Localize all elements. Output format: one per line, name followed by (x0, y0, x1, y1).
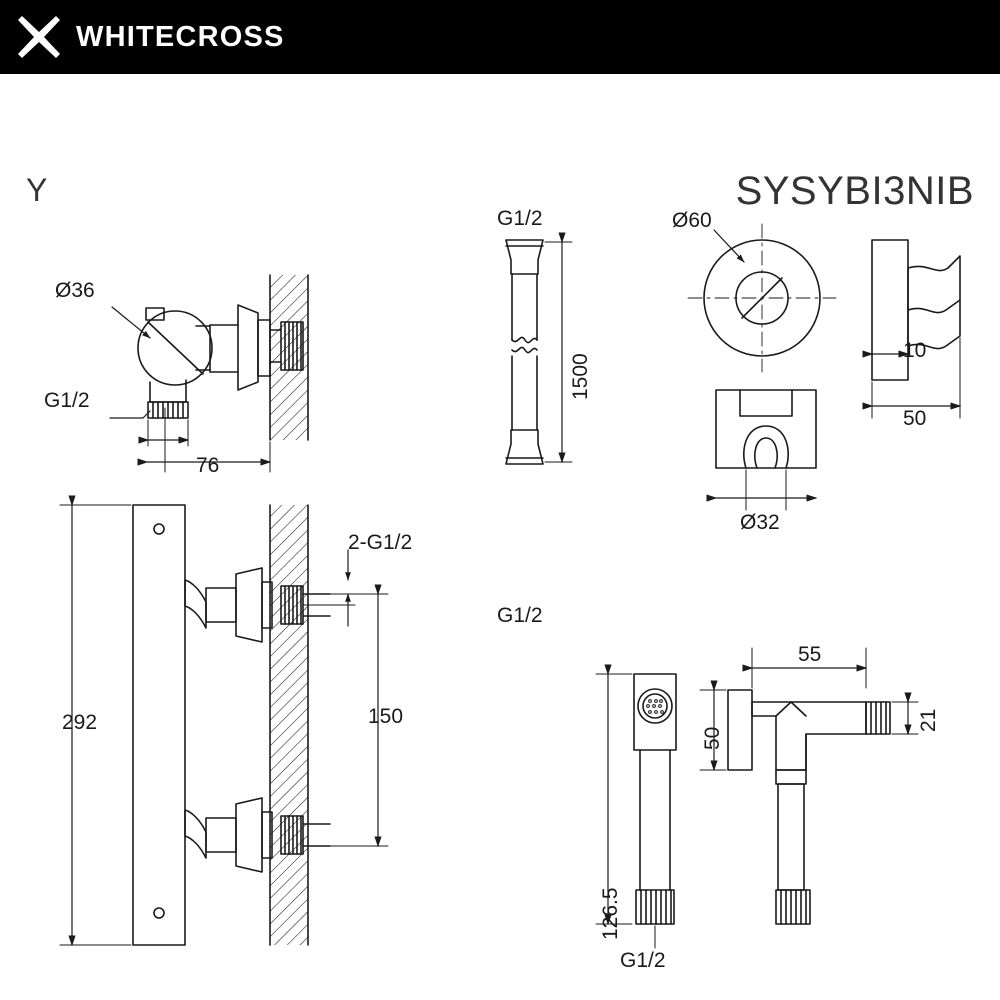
brand-name: WHITECROSS (76, 20, 285, 53)
elbow-view (700, 648, 918, 924)
whitecross-x-icon (16, 14, 62, 60)
dim-hose-top: G1/2 (497, 207, 543, 230)
drawing-canvas (0, 150, 1000, 1000)
dim-d60: Ø60 (672, 209, 712, 232)
dim-55: 55 (798, 643, 822, 666)
dim-g12-inlet: G1/2 (44, 389, 90, 412)
dim-76: 76 (196, 454, 220, 477)
dim-50-holder: 50 (903, 407, 927, 430)
title-row (0, 74, 1000, 213)
technical-drawing-svg (0, 150, 1000, 1000)
dim-d36: Ø36 (55, 279, 95, 302)
brand-header-bar (0, 0, 1000, 74)
dim-50-elbow: 50 (701, 726, 724, 750)
dim-shower-thread: G1/2 (620, 949, 666, 972)
holder-side-view (872, 240, 960, 418)
front-view-thermostat (60, 505, 388, 945)
dim-292: 292 (62, 711, 98, 734)
dim-hose-bottom: G1/2 (497, 604, 543, 627)
dim-150: 150 (368, 705, 404, 728)
holder-front-view (716, 390, 816, 510)
dim-2-g12: 2-G1/2 (348, 531, 413, 554)
model-code: SYSYBI3NIB (735, 169, 974, 213)
wall-outlet-view (688, 224, 836, 372)
dim-21: 21 (917, 708, 940, 732)
series-letter: Y (26, 172, 48, 208)
dim-d32: Ø32 (740, 511, 780, 534)
side-view-valve (110, 275, 308, 472)
dim-hose-length: 1500 (569, 353, 592, 400)
dim-10: 10 (903, 339, 927, 362)
dim-126-5: 126.5 (599, 887, 622, 940)
hose-view (506, 240, 572, 464)
brand-logo-group (0, 0, 312, 74)
